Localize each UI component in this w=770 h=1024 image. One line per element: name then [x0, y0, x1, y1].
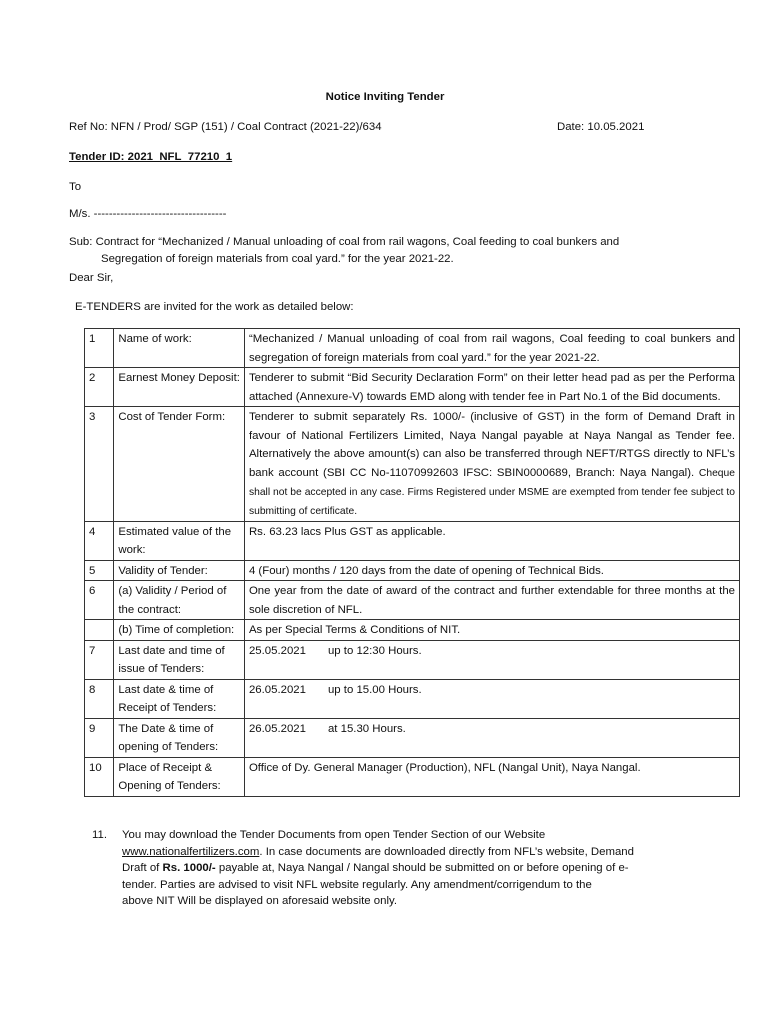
row-number: 1: [85, 329, 114, 368]
row-label: (b) Time of completion:: [114, 620, 245, 641]
row-number: 3: [85, 407, 114, 522]
row-number: 6: [85, 581, 114, 620]
row-label: Earnest Money Deposit:: [114, 368, 245, 407]
table-row: [85, 581, 740, 620]
table-row: [85, 718, 740, 757]
row-label: Estimated value of the work:: [114, 521, 245, 560]
row-label: The Date & time of opening of Tenders:: [114, 718, 245, 757]
instruction-text: Draft of: [122, 862, 163, 874]
row-label: Place of Receipt & Opening of Tenders:: [114, 757, 245, 796]
row-detail: “Mechanized / Manual unloading of coal from rail wagons, Coal feeding to coal bunkers and segregation of foreign materials from coal yard.” for the year 2021-22.: [244, 329, 739, 368]
table-row: [85, 757, 740, 796]
row-label: Last date and time of issue of Tenders:: [114, 640, 245, 679]
intro-text: E-TENDERS are invited for the work as detailed below:: [75, 301, 354, 313]
table-row: [85, 679, 740, 718]
salutation: Dear Sir,: [69, 272, 114, 284]
row-label: Last date & time of Receipt of Tenders:: [114, 679, 245, 718]
detail-date: 25.05.2021: [248, 644, 306, 657]
row-detail: [244, 640, 739, 679]
table-row: [85, 329, 740, 368]
instruction-text: . In case documents are downloaded directly from NFL’s website, Demand: [259, 845, 634, 858]
row-detail: One year from the date of award of the contract and further extendable for three months at the sole discretion of NFL.: [244, 581, 739, 620]
row-number: 5: [85, 560, 114, 581]
table-row: [85, 407, 740, 522]
table-row: [85, 640, 740, 679]
tender-fee-text: Tenderer to submit separately Rs. 1000/- (inclusive of GST) in the form of Demand Draft in favour of National Fertilizers Limited, Naya Nangal payable at Naya Nangal as Tender fee. Alternatively the above amount(s) can also be transferred through NEFT/RTGS directly to NFL’s bank account (SBI CC No-11070992603 IFSC: SBIN0000689, Branch: Naya Nangal).: [248, 411, 735, 479]
addressee-name: M/s. -----------------------------------: [69, 208, 227, 220]
row-number: 4: [85, 521, 114, 560]
instruction-line: [122, 860, 722, 877]
subject-line-2: Segregation of foreign materials from coal yard.” for the year 2021-22.: [101, 253, 454, 265]
table-row: [85, 368, 740, 407]
tender-details-table: [84, 328, 740, 797]
reference-number: Ref No: NFN / Prod/ SGP (151) / Coal Contract (2021-22)/634: [69, 121, 382, 133]
document-title: Notice Inviting Tender: [325, 91, 445, 103]
row-label: (a) Validity / Period of the contract:: [114, 581, 245, 620]
row-detail: As per Special Terms & Conditions of NIT.: [244, 620, 739, 641]
detail-time: at 15.30 Hours.: [327, 722, 406, 735]
instruction-line: tender. Parties are advised to visit NFL website regularly. Any amendment/corrigendum to the: [122, 878, 592, 891]
row-detail: Tenderer to submit “Bid Security Declaration Form” on their letter head pad as per the Performa attached (Annexure-V) towards EMD along with tender fee in Part No.1 of the Bid documents.: [244, 368, 739, 407]
row-number: 10: [85, 757, 114, 796]
instruction-text: payable at, Naya Nangal / Nangal should be submitted on or before opening of e-: [215, 862, 629, 874]
row-detail: [244, 679, 739, 718]
addressee-to: To: [69, 181, 82, 193]
website-link[interactable]: www.nationalfertilizers.com: [122, 845, 260, 858]
fee-amount: Rs. 1000/-: [162, 862, 216, 874]
row-number: 2: [85, 368, 114, 407]
row-detail: Rs. 63.23 lacs Plus GST as applicable.: [244, 521, 739, 560]
row-detail: 4 (Four) months / 120 days from the date of opening of Technical Bids.: [244, 560, 739, 581]
instruction-line: above NIT Will be displayed on aforesaid website only.: [122, 895, 397, 907]
row-number: 8: [85, 679, 114, 718]
document-date: Date: 10.05.2021: [557, 121, 645, 133]
row-label: Name of work:: [114, 329, 245, 368]
subject-line-1: Sub: Contract for “Mechanized / Manual unloading of coal from rail wagons, Coal feeding to coal bunkers and: [69, 236, 620, 248]
detail-date: 26.05.2021: [248, 722, 306, 735]
row-number: 7: [85, 640, 114, 679]
row-detail: Office of Dy. General Manager (Production), NFL (Nangal Unit), Naya Nangal.: [244, 757, 739, 796]
table-row: [85, 620, 740, 641]
download-instructions: [92, 827, 722, 910]
table-row: [85, 521, 740, 560]
tender-fee-note: Cheque shall not be accepted in any case. Firms Registered under MSME are exempted from tender fee subject to submitting of certificate.: [248, 467, 735, 517]
detail-time: up to 15.00 Hours.: [327, 683, 422, 696]
instruction-line: [122, 844, 722, 861]
row-label: Cost of Tender Form:: [114, 407, 245, 522]
row-detail: [244, 718, 739, 757]
row-label: Validity of Tender:: [114, 560, 245, 581]
detail-date: 26.05.2021: [248, 683, 306, 696]
instruction-line: You may download the Tender Documents from open Tender Section of our Website: [122, 829, 546, 841]
row-number: 9: [85, 718, 114, 757]
row-detail: [244, 407, 739, 522]
row-number: [85, 620, 114, 641]
paragraph-number: 11.: [92, 829, 107, 841]
table-row: [85, 560, 740, 581]
tender-id: Tender ID: 2021_NFL_77210_1: [69, 151, 233, 163]
detail-time: up to 12:30 Hours.: [327, 644, 422, 657]
